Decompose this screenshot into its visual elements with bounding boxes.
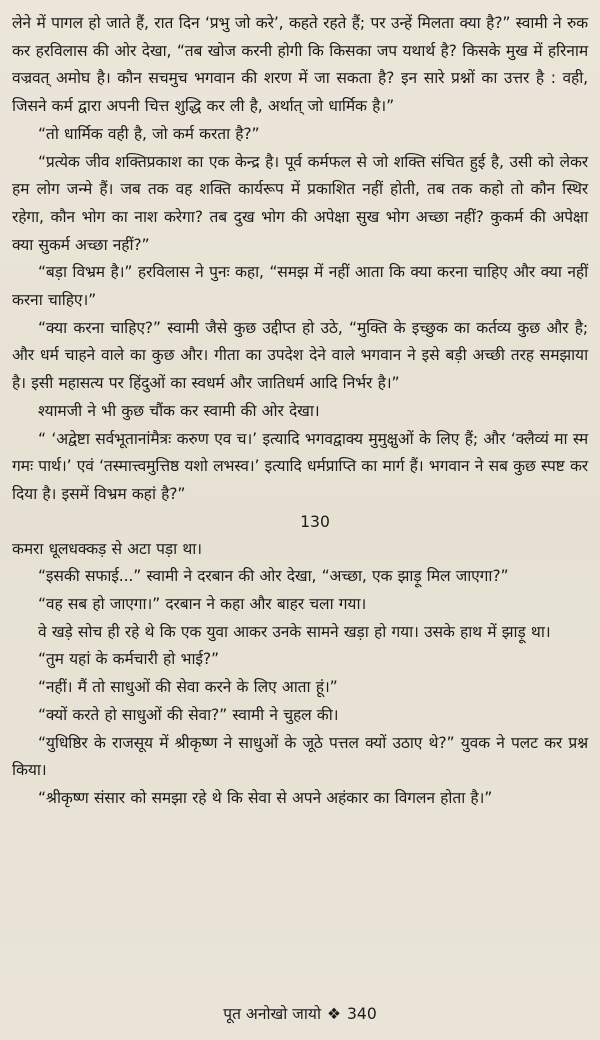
- text-block-after-section: [12, 536, 588, 813]
- paragraph: श्यामजी ने भी कुछ चौंक कर स्वामी की ओर देखा।: [38, 401, 320, 420]
- paragraph: लेने में पागल हो जाते हैं, रात दिन ‘प्रभु जो करे’, कहते रहते हैं; पर उन्हें मिलता क्या है?” स्वामी ने रुक कर हरविलास की ओर देखा, “तब खोज करनी होगी कि किसका जप यथार्थ है? किसके मुख में हरिनाम वज्रवत् अमोघ है। कौन सचमुच भगवान की शरण में जा सकता है? इन सारे प्रश्नों का उत्तर है : वही, जिसने कर्म द्वारा अपनी चित्त शुद्धि कर ली है, अर्थात् जो धार्मिक है।”: [12, 14, 588, 116]
- paragraph: “श्रीकृष्ण संसार को समझा रहे थे कि सेवा से अपने अहंकार का विगलन होता है।”: [38, 788, 493, 807]
- book-title: पूत अनोखो जायो: [223, 1005, 321, 1023]
- section-number: 130: [300, 512, 330, 531]
- ornament-icon: ❖: [327, 1005, 341, 1023]
- paragraph: “प्रत्येक जीव शक्तिप्रकाश का एक केन्द्र है। पूर्व कर्मफल से जो शक्ति संचित हुई है, उसी को लेकर हम लोग जन्मे हैं। जब तक वह शक्ति कार्यरूप में प्रकाशित नहीं होती, तब तक कहो तो कौन स्थिर रहेगा, कौन भोग का नाश करेगा? तब दुख भोग की अपेक्षा सुख भोग अच्छा नहीं? कुकर्म की अपेक्षा क्या सुकर्म अच्छा नहीं?”: [12, 152, 588, 254]
- paragraph: “वह सब हो जाएगा।” दरबान ने कहा और बाहर चला गया।: [38, 595, 367, 614]
- paragraph: “क्या करना चाहिए?” स्वामी जैसे कुछ उद्दीप्त हो उठे, “मुक्ति के इच्छुक का कर्तव्य कुछ और है; और धर्म चाहने वाले का कुछ और। गीता का उपदेश देने वाले भगवान ने इसे बड़ी अच्छी तरह समझाया है। इसी महासत्य पर हिंदुओं का स्वधर्म और जातिधर्म आदि निर्भर है।”: [12, 318, 588, 393]
- page-footer: [0, 1003, 600, 1025]
- paragraph: “बड़ा विभ्रम है।” हरविलास ने पुनः कहा, “समझ में नहीं आता कि क्या करना चाहिए और क्या नहीं करना चाहिए।”: [12, 263, 588, 310]
- paragraph: “तो धार्मिक वही है, जो कर्म करता है?”: [38, 124, 260, 143]
- paragraph: “क्यों करते हो साधुओं की सेवा?” स्वामी ने चुहल की।: [38, 705, 339, 724]
- paragraph: “युधिष्ठिर के राजसूय में श्रीकृष्ण ने साधुओं के जूठे पत्तल क्यों उठाए थे?” युवक ने पलट कर प्रश्न किया।: [12, 733, 588, 780]
- paragraph: “नहीं। मैं तो साधुओं की सेवा करने के लिए आता हूं।”: [38, 678, 338, 697]
- paragraph: कमरा धूलधक्कड़ से अटा पड़ा था।: [12, 539, 202, 558]
- paragraph: “इसकी सफाई...” स्वामी ने दरबान की ओर देखा, “अच्छा, एक झाड़ू मिल जाएगा?”: [38, 567, 509, 586]
- paragraph: वे खड़े सोच ही रहे थे कि एक युवा आकर उनके सामने खड़ा हो गया। उसके हाथ में झाड़ू था।: [38, 622, 551, 641]
- page-number: 340: [346, 1005, 377, 1023]
- paragraph: “तुम यहां के कर्मचारी हो भाई?”: [38, 650, 219, 669]
- text-block-before-section: [12, 10, 588, 509]
- paragraph: “ ‘अद्वेष्टा सर्वभूतानांमैत्रः करुण एव च।’ इत्यादि भगवद्वाक्य मुमुक्षुओं के लिए हैं; और ‘क्लैव्यं मा स्म गमः पार्थ।’ एवं ‘तस्मात्त्वमुत्तिष्ठ यशो लभस्व।’ इत्यादि धर्मप्राप्ति का मार्ग हैं। भगवान ने सब कुछ स्पष्ट कर दिया है। इसमें विभ्रम कहां है?”: [12, 429, 588, 503]
